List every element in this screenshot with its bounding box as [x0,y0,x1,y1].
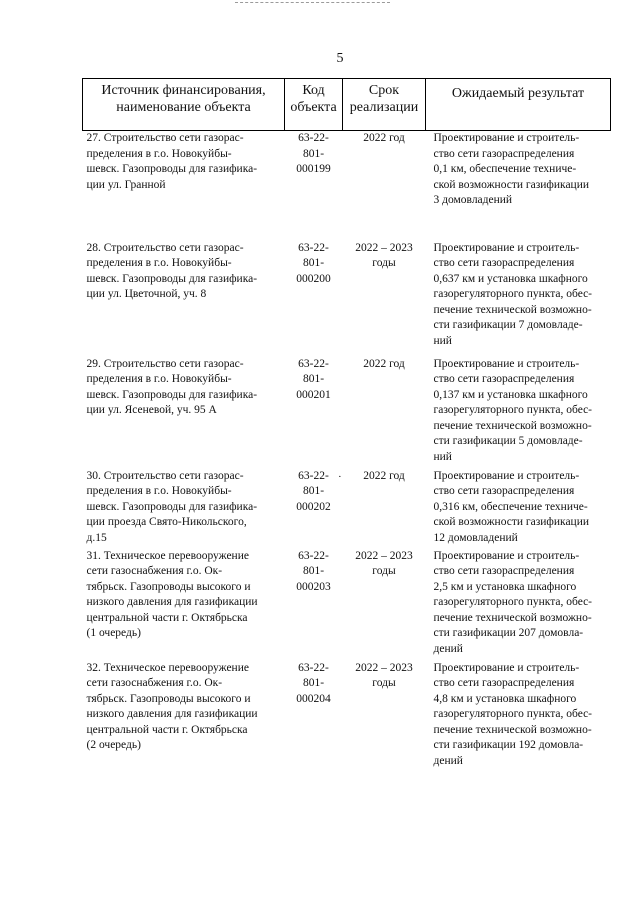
cell-line: низкого давления для газификации [86,708,258,720]
cell-line: ство сети газораспределения [433,677,575,689]
header-code: Код объекта [285,79,343,131]
cell-line: 2022 год [363,132,405,144]
cell-line: Проектирование и строитель- [433,549,580,562]
financing-table [82,78,611,781]
cell-line: сти газификации 5 домовладе- [433,435,583,447]
cell-line: сти газификации 192 домовла- [433,739,584,751]
cell-line: ции ул. Ясеневой, уч. 95 А [86,404,217,416]
cell-line: ний [433,450,452,463]
term-cell [343,469,426,549]
object-code-cell [285,469,343,549]
cell-line: 000200 [296,272,331,285]
cell-line: печение технической возможно- [433,611,592,624]
term-cell [343,549,426,661]
object-name-cell [83,357,285,469]
object-name-cell [83,241,285,357]
cell-line: газорегуляторного пункта, обес- [433,404,593,416]
cell-line: годы [372,677,396,689]
cell-line: годы [372,565,396,577]
cell-line: 0,137 км и установка шкафного [433,388,588,401]
cell-line: газорегуляторного пункта, обес- [433,288,593,300]
cell-line: шевск. Газопроводы для газифика- [86,388,258,401]
cell-line: 801- [302,147,325,160]
cell-line: 801- [302,485,325,497]
cell-line: ство сети газораспределения [433,565,575,577]
cell-line: сти газификации 7 домовладе- [433,319,583,331]
cell-line: ство сети газораспределения [433,257,575,269]
result-cell [426,469,611,549]
cell-line: 27. Строительство сети газорас- [86,132,244,144]
cell-line: сети газоснабжения г.о. Ок- [86,677,223,689]
cell-line: 000202 [296,500,331,513]
cell-line: ции ул. Цветочной, уч. 8 [86,288,207,300]
term-cell [343,357,426,469]
cell-line: ской возможности газификации [433,516,590,528]
cell-line: (2 очередь) [86,739,141,751]
cell-line: 12 домовладений [433,531,518,544]
cell-line: 000201 [296,388,331,401]
cell-line: 801- [302,677,325,689]
cell-line: тябрьск. Газопроводы высокого и [86,580,251,593]
cell-line: (1 очередь) [86,627,141,639]
cell-line: 4,8 км и установка шкафного [433,692,577,705]
cell-line: 801- [302,257,325,269]
result-cell [426,661,611,781]
cell-line: Проектирование и строитель- [433,241,580,254]
cell-line: 2022 год [363,469,405,482]
cell-line: печение технической возможно- [433,723,592,736]
term-cell [343,131,426,241]
cell-line: печение технической возможно- [433,303,592,316]
cell-line: центральной части г. Октябрьска [86,611,248,624]
cell-line: 0,637 км и установка шкафного [433,272,588,285]
object-code-cell [285,549,343,661]
page-number: 5 [336,51,344,66]
object-name-cell [83,549,285,661]
cell-line: шевск. Газопроводы для газифика- [86,500,258,513]
table-row [83,469,611,549]
table-row [83,241,611,357]
cell-line: 3 домовладений [433,194,513,206]
cell-line: 63-22- [298,357,329,370]
cell-line: печение технической возможно- [433,419,592,432]
cell-line: сти газификации 207 домовла- [433,627,584,639]
cell-line: ции ул. Гранной [86,178,166,191]
term-cell [343,661,426,781]
cell-line: пределения в г.о. Новокуйбы- [86,373,232,385]
cell-line: 32. Техническое перевооружение [86,661,249,674]
cell-line: 63-22- [298,661,329,674]
cell-line: Проектирование и строитель- [433,661,580,674]
cell-line: низкого давления для газификации [86,596,258,608]
result-cell [426,357,611,469]
stray-dot-mark: · [338,471,342,483]
cell-line: пределения в г.о. Новокуйбы- [86,485,232,497]
cell-line: 2022 – 2023 [355,549,413,562]
object-name-cell [83,469,285,549]
object-code-cell [285,241,343,357]
cell-line: пределения в г.о. Новокуйбы- [86,257,232,269]
cell-line: газорегуляторного пункта, обес- [433,708,593,720]
cell-line: пределения в г.о. Новокуйбы- [86,147,232,160]
object-name-cell [83,661,285,781]
header-source: Источник финансирования, наименование объекта [83,79,285,131]
cell-line: сети газоснабжения г.о. Ок- [86,565,223,577]
cell-line: ции проезда Свято-Никольского, [86,516,247,528]
table-row [83,661,611,781]
cell-line: Проектирование и строитель- [433,357,580,370]
cell-line: ской возможности газификации [433,178,590,191]
cell-line: 0,316 км, обеспечение техниче- [433,500,588,513]
cell-line: 28. Строительство сети газорас- [86,241,244,254]
cell-line: 63-22- [298,469,329,482]
cell-line: газорегуляторного пункта, обес- [433,596,593,608]
cell-line: ство сети газораспределения [433,373,575,385]
cell-line: 2022 – 2023 [355,661,413,674]
cell-line: 801- [302,373,325,385]
cell-line: 2022 год [363,357,405,370]
header-term: Срок реализации [343,79,426,131]
table-header-row [83,79,611,131]
cell-line: 801- [302,565,325,577]
cell-line: 2022 – 2023 [355,241,413,254]
object-code-cell [285,661,343,781]
cell-line: 000199 [296,163,331,175]
cell-line: 29. Строительство сети газорас- [86,357,244,370]
cell-line: дений [433,754,463,767]
cell-line: 000203 [296,580,331,593]
cell-line: Проектирование и строитель- [433,469,580,482]
cell-line: 63-22- [298,132,329,144]
top-scan-line [235,2,390,3]
table-row [83,131,611,241]
result-cell [426,131,611,241]
object-code-cell [285,357,343,469]
cell-line: 30. Строительство сети газорас- [86,469,244,482]
cell-line: ство сети газораспределения [433,147,575,160]
header-result: Ожидаемый результат [426,79,611,131]
result-cell [426,241,611,357]
cell-line: шевск. Газопроводы для газифика- [86,163,258,175]
term-cell [343,241,426,357]
cell-line: 31. Техническое перевооружение [86,549,249,562]
table-body [83,131,611,781]
cell-line: годы [372,257,396,269]
cell-line: центральной части г. Октябрьска [86,723,248,736]
cell-line: ство сети газораспределения [433,485,575,497]
table-row [83,357,611,469]
object-name-cell [83,131,285,241]
table-row [83,549,611,661]
cell-line: 63-22- [298,549,329,562]
cell-line: шевск. Газопроводы для газифика- [86,272,258,285]
cell-line: ний [433,334,452,347]
cell-line: 0,1 км, обеспечение техниче- [433,163,577,175]
result-cell [426,549,611,661]
cell-line: 63-22- [298,241,329,254]
cell-line: 000204 [296,692,331,705]
object-code-cell [285,131,343,241]
cell-line: тябрьск. Газопроводы высокого и [86,692,251,705]
cell-line: 2,5 км и установка шкафного [433,580,577,593]
cell-line: д.15 [86,531,107,544]
cell-line: дений [433,642,463,655]
cell-line: Проектирование и строитель- [433,132,580,144]
